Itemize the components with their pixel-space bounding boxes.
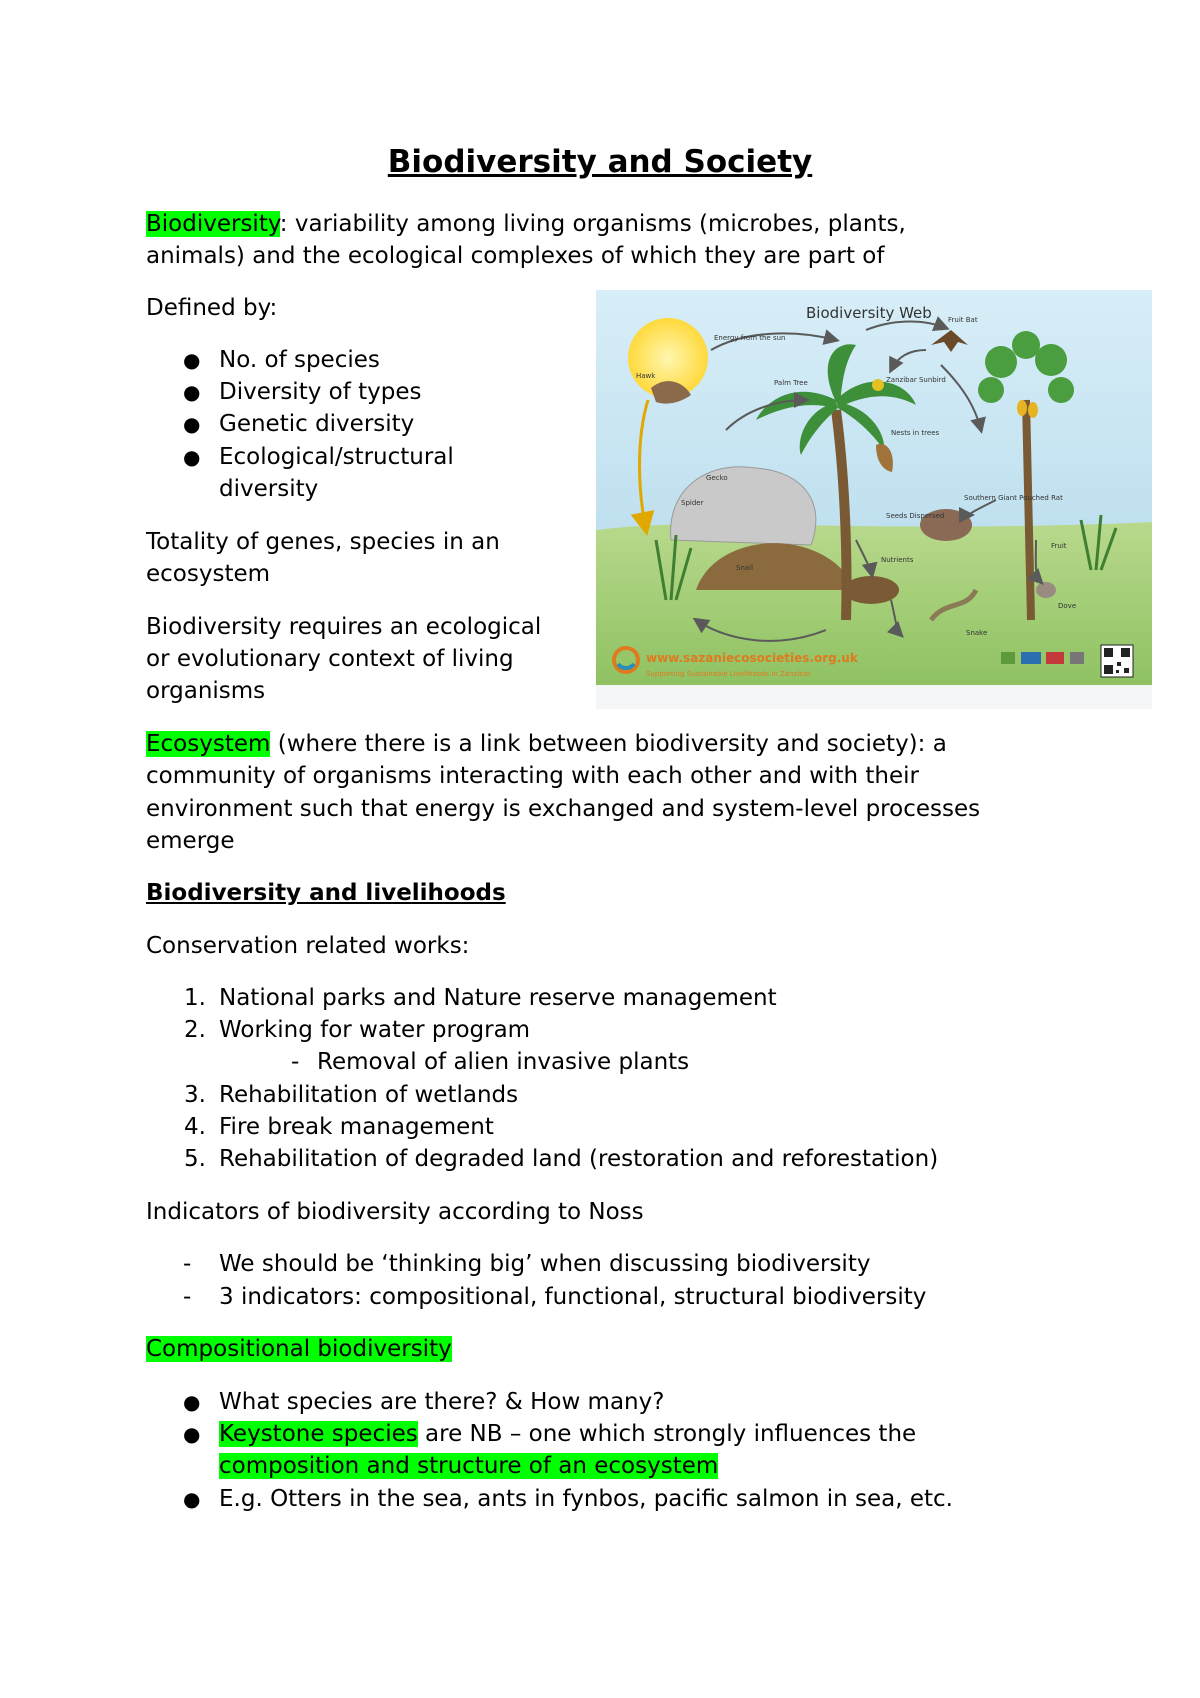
list-item: Genetic diversity (219, 411, 415, 437)
bullet-icon: ● (183, 380, 201, 404)
list-number: 5. (184, 1146, 206, 1172)
list-item-continuation: diversity (219, 476, 319, 502)
dove-label: Dove (1058, 602, 1077, 610)
list-number: 3. (184, 1082, 206, 1108)
totality-line1: Totality of genes, species in an (146, 529, 500, 555)
bullet-icon: ● (183, 445, 201, 469)
seeds-label: Seeds Dispersed (886, 512, 945, 520)
ecosystem-definition-line1: Ecosystem (where there is a link between biodiversity and society): a (146, 731, 947, 757)
snake-label: Snake (966, 629, 988, 637)
figure-tagline: Supporting Sustainable Livelihoods in Zanzibar (646, 670, 811, 678)
hawk-label: Hawk (636, 372, 656, 380)
bullet-icon: ● (183, 348, 201, 372)
dash-marker: - (291, 1049, 300, 1075)
papaya-tree-icon (1026, 400, 1031, 620)
conservation-heading: Conservation related works: (146, 933, 470, 959)
ecosystem-term: Ecosystem (146, 731, 271, 757)
livelihoods-heading: Biodiversity and livelihoods (146, 880, 506, 906)
list-item: 3 indicators: compositional, functional, structural biodiversity (219, 1284, 927, 1310)
bullet-icon: ● (183, 412, 201, 436)
snail-label: Snail (736, 564, 754, 572)
dash-marker: - (183, 1251, 192, 1277)
list-number: 4. (184, 1114, 206, 1140)
ecosystem-definition-line4: emerge (146, 828, 235, 854)
nutrients-label: Nutrients (881, 556, 914, 564)
dash-marker: - (183, 1284, 192, 1310)
sunbird-label: Zanzibar Sunbird (886, 376, 946, 384)
list-item-continuation: composition and structure of an ecosystem (219, 1453, 719, 1479)
dung-icon (843, 576, 899, 604)
palm-label: Palm Tree (774, 379, 808, 387)
biodiversity-web-figure (596, 290, 1152, 709)
list-item: Rehabilitation of degraded land (restoration and reforestation) (219, 1146, 939, 1172)
list-item: We should be ‘thinking big’ when discussing biodiversity (219, 1251, 871, 1277)
list-item: Fire break management (219, 1114, 494, 1140)
totality-line2: ecosystem (146, 561, 271, 587)
biodiversity-definition-line1: Biodiversity: variability among living organisms (microbes, plants, (146, 211, 906, 237)
list-item: Ecological/structural (219, 444, 454, 470)
biodiversity-term: Biodiversity (146, 211, 280, 237)
list-item: Keystone species are NB – one which strongly influences the (219, 1421, 917, 1447)
list-item: No. of species (219, 347, 380, 373)
rat-label: Southern Giant Pouched Rat (964, 494, 1063, 502)
list-number: 2. (184, 1017, 206, 1043)
nests-label: Nests in trees (891, 429, 940, 437)
defined-by-heading: Defined by: (146, 295, 278, 321)
bullet-icon: ● (183, 1422, 201, 1446)
fruit-label: Fruit (1051, 542, 1067, 550)
figure-website: www.sazaniecosocieties.org.uk (646, 651, 858, 665)
fruit-bat-label: Fruit Bat (948, 316, 978, 324)
list-item: What species are there? & How many? (219, 1389, 665, 1415)
figure-title: Biodiversity Web (806, 304, 932, 322)
biodiversity-web-illustration (596, 290, 1152, 709)
sunbird-icon (872, 379, 884, 391)
noss-heading: Indicators of biodiversity according to Noss (146, 1199, 644, 1225)
bullet-icon: ● (183, 1390, 201, 1414)
keystone-term: Keystone species (219, 1421, 418, 1447)
bullet-icon: ● (183, 1487, 201, 1511)
list-number: 1. (184, 985, 206, 1011)
gecko-label: Gecko (706, 474, 728, 482)
spider-label: Spider (681, 499, 704, 507)
qr-code-icon (1101, 645, 1133, 677)
ecosystem-definition-line3: environment such that energy is exchanged and system-level processes (146, 796, 981, 822)
dove-icon (1036, 582, 1056, 598)
list-item: National parks and Nature reserve management (219, 985, 777, 1011)
page-title: Biodiversity and Society (387, 144, 813, 180)
requires-line3: organisms (146, 678, 266, 704)
list-item: Working for water program (219, 1017, 531, 1043)
requires-line2: or evolutionary context of living (146, 646, 514, 672)
energy-label: Energy from the sun (714, 334, 786, 342)
list-subitem: Removal of alien invasive plants (317, 1049, 690, 1075)
requires-line1: Biodiversity requires an ecological (146, 614, 542, 640)
list-item: Diversity of types (219, 379, 422, 405)
list-item: E.g. Otters in the sea, ants in fynbos, pacific salmon in sea, etc. (219, 1486, 953, 1512)
compositional-heading: Compositional biodiversity (146, 1336, 452, 1362)
list-item: Rehabilitation of wetlands (219, 1082, 519, 1108)
ecosystem-definition-line2: community of organisms interacting with each other and with their (146, 763, 919, 789)
biodiversity-definition-line2: animals) and the ecological complexes of which they are part of (146, 243, 885, 269)
